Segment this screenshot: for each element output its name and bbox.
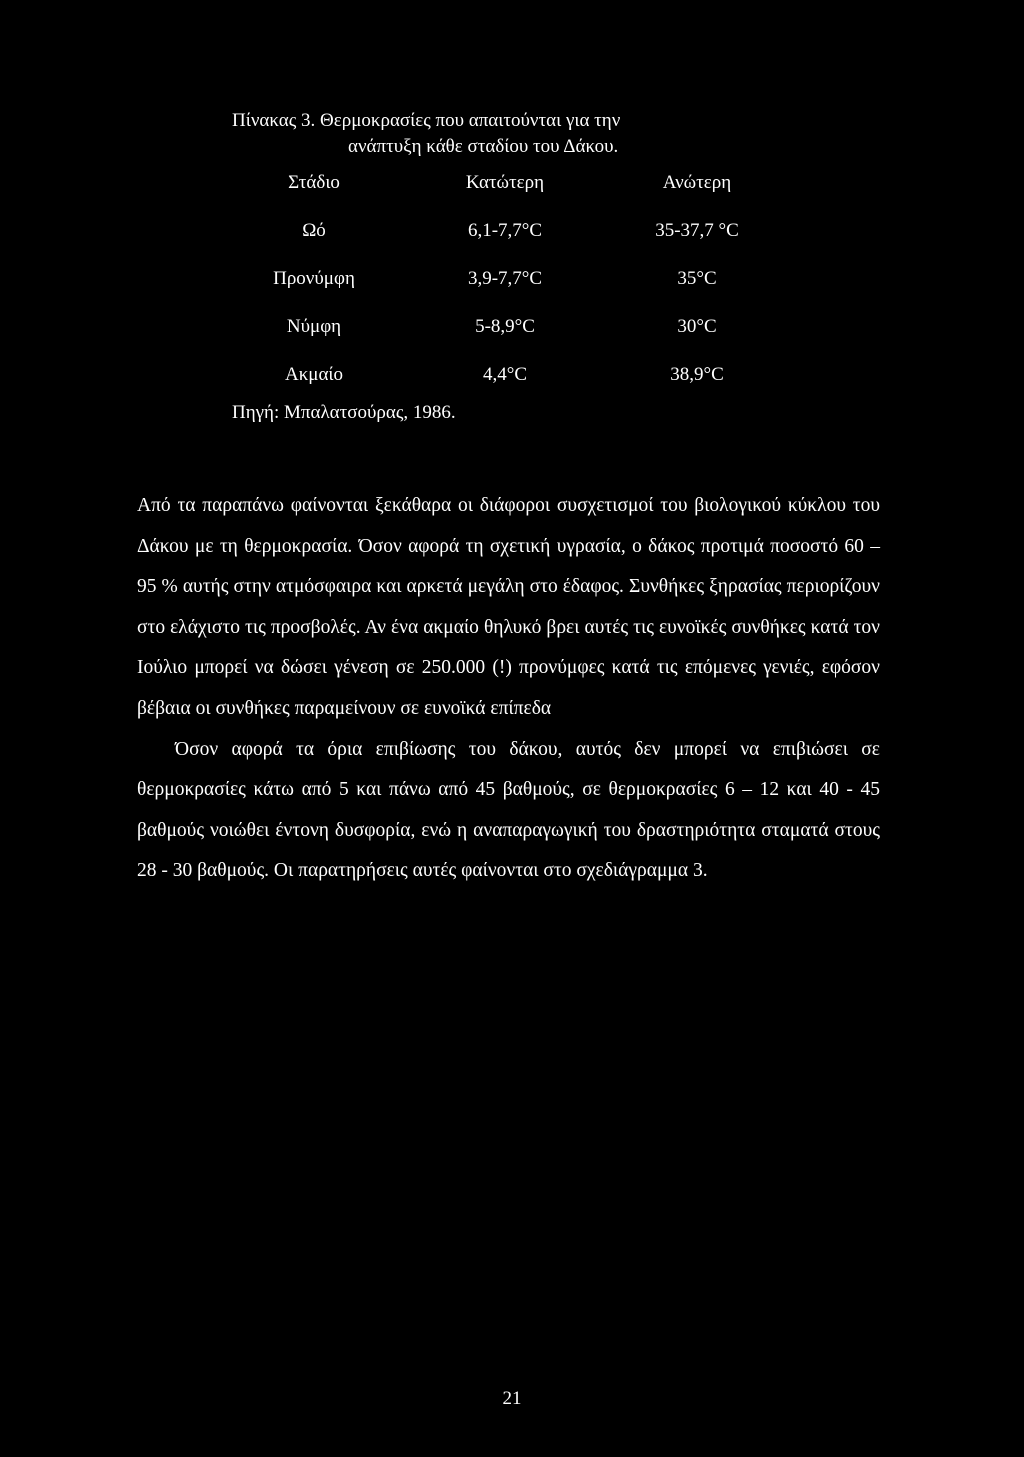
table-caption [232, 108, 620, 160]
table-row [0, 220, 1024, 268]
table-source: Πηγή: Μπαλατσούρας, 1986. [232, 402, 456, 423]
upper-temp-cell: 38,9°C [670, 364, 724, 385]
lower-temp-cell: 4,4°C [482, 364, 528, 385]
upper-temp-cell: 30°C [677, 316, 717, 337]
table-caption-line-1: Πίνακας 3. Θερμοκρασίες που απαιτούνται για την [232, 110, 621, 131]
header-lower: Κατώτερη [465, 172, 545, 193]
upper-temp-cell: 35-37,7 °C [655, 220, 739, 241]
lower-temp-cell: 3,9-7,7°C [467, 268, 543, 289]
temperature-table [0, 172, 1024, 412]
stage-cell: Ωό [302, 220, 326, 241]
lower-temp-cell: 5-8,9°C [475, 316, 535, 337]
header-stage: Στάδιο [288, 172, 340, 193]
body-text [137, 486, 880, 892]
header-upper: Ανώτερη [662, 172, 732, 193]
paragraph: Όσον αφορά τα όρια επιβίωσης του δάκου, αυτός δεν μπορεί να επιβιώσει σε θερμοκρασίες κάτω από 5 και πάνω από 45 βαθμούς, σε θερμοκρασίες 6 – 12 και 40 - 45 βαθμούς νοιώθει έντονη δυσφορία, ενώ η αναπαραγωγική του δραστηριότητα σταματά στους 28 - 30 βαθμούς. Οι παρατηρήσεις αυτές φαίνονται στο σχεδιάγραμμα 3. [137, 738, 880, 882]
table-row [0, 364, 1024, 412]
table-caption-line-2: ανάπτυξη κάθε σταδίου του Δάκου. [348, 136, 619, 157]
upper-temp-cell: 35°C [677, 268, 717, 289]
stage-cell: Ακμαίο [284, 364, 344, 385]
paragraph: Από τα παραπάνω φαίνονται ξεκάθαρα οι διάφοροι συσχετισμοί του βιολογικού κύκλου του Δάκου με τη θερμοκρασία. Όσον αφορά τη σχετική υγρασία, ο δάκος προτιμά ποσοστό 60 – 95 % αυτής στην ατμόσφαιρα και αρκετά μεγάλη στο έδαφος. Συνθήκες ξηρασίας περιορίζουν στο ελάχιστο τις προσβολές. Αν ένα ακμαίο θηλυκό βρει αυτές τις ευνοϊκές συνθήκες κατά τον Ιούλιο μπορεί να δώσει γένεση σε 250.000 (!) προνύμφες κατά τις επόμενες γενιές, εφόσον βέβαια οι συνθήκες παραμείνουν σε ευνοϊκά επίπεδα [137, 495, 880, 719]
table-row [0, 316, 1024, 364]
page-number: 21 [502, 1388, 522, 1409]
lower-temp-cell: 6,1-7,7°C [467, 220, 543, 241]
table-header-row [0, 172, 1024, 220]
table-row [0, 268, 1024, 316]
stage-cell: Νύμφη [286, 316, 342, 337]
stage-cell: Προνύμφη [273, 268, 355, 289]
